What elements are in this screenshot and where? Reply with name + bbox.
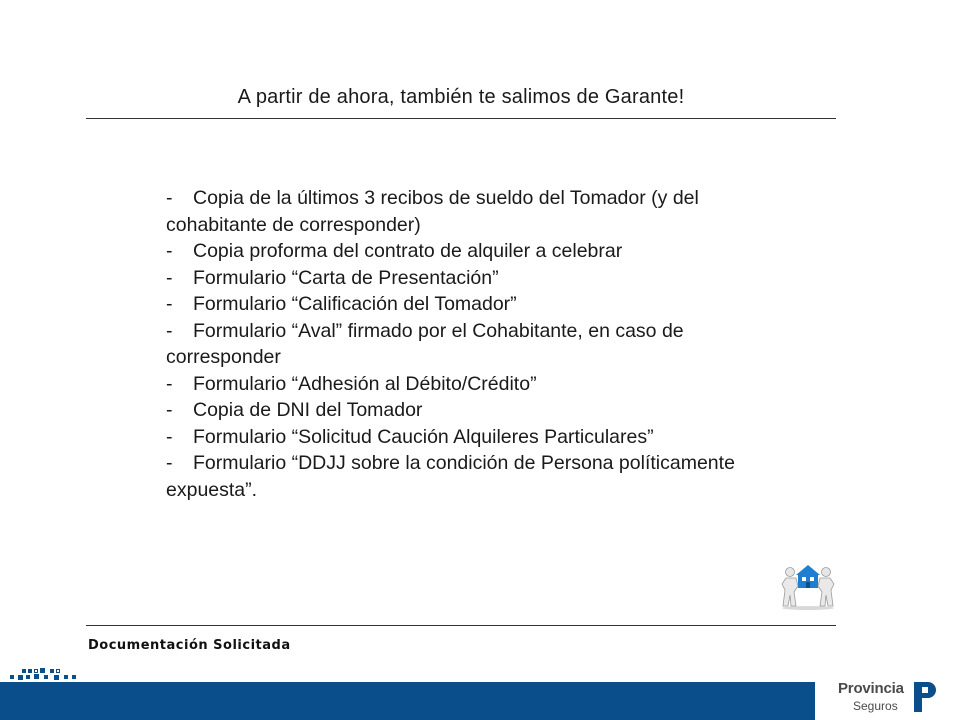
list-item-text: Formulario “Solicitud Caución Alquileres Particulares” xyxy=(193,425,654,448)
list-dash: - xyxy=(166,293,173,315)
list-item xyxy=(166,371,791,398)
section-label: Documentación Solicitada xyxy=(88,638,291,653)
list-item xyxy=(166,238,791,265)
list-dash: - xyxy=(166,187,173,209)
brand-logo xyxy=(822,670,960,720)
brand-name: Provincia xyxy=(838,680,904,697)
list-item-text: Formulario “DDJJ sobre la condición de Persona políticamente expuesta”. xyxy=(166,452,735,501)
list-item xyxy=(166,424,791,451)
list-item xyxy=(166,185,791,238)
top-divider xyxy=(86,118,836,119)
list-item-text: Copia proforma del contrato de alquiler a celebrar xyxy=(193,240,623,262)
provincia-p-logo xyxy=(914,682,936,712)
document-list xyxy=(166,185,791,503)
list-item xyxy=(166,291,791,318)
list-item xyxy=(166,318,791,371)
house-carry-icon xyxy=(778,562,838,610)
list-item xyxy=(166,450,791,503)
list-dash: - xyxy=(166,266,173,289)
bottom-divider xyxy=(86,625,836,626)
list-item xyxy=(166,265,791,292)
brand-subtitle: Seguros xyxy=(853,699,898,713)
list-dash: - xyxy=(166,399,173,421)
list-item-text: Formulario “Calificación del Tomador” xyxy=(193,293,517,315)
list-item-text: Copia de la últimos 3 recibos de sueldo del Tomador (y del cohabitante de corresponder) xyxy=(166,187,699,236)
list-dash: - xyxy=(166,372,173,395)
footer-bar xyxy=(0,682,815,720)
list-item-text: Formulario “Carta de Presentación” xyxy=(193,266,499,289)
list-item-text: Formulario “Aval” firmado por el Cohabitante, en caso de corresponder xyxy=(166,319,684,368)
list-dash: - xyxy=(166,240,173,262)
list-dash: - xyxy=(166,425,173,448)
list-dash: - xyxy=(166,319,173,342)
list-dash: - xyxy=(166,452,173,474)
list-item xyxy=(166,397,791,424)
page-title: A partir de ahora, también te salimos de Garante! xyxy=(237,86,685,108)
list-item-text: Copia de DNI del Tomador xyxy=(193,399,423,421)
list-item-text: Formulario “Adhesión al Débito/Crédito” xyxy=(193,372,537,395)
